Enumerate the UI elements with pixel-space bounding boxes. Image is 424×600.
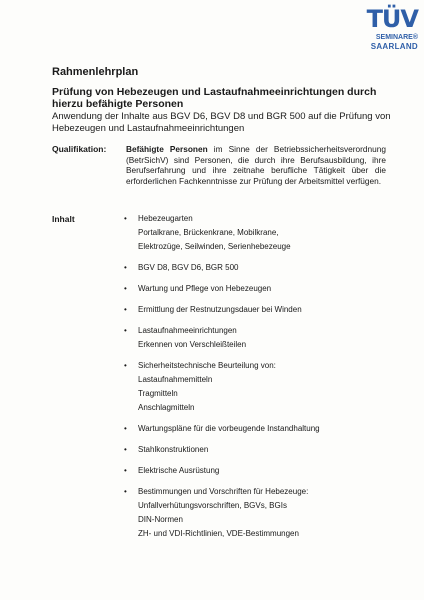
bullet-icon: •	[124, 214, 127, 223]
list-item-title: Wartungspläne für die vorbeugende Instandhaltung	[138, 424, 320, 433]
qualification-bold: Befähigte Personen	[126, 144, 208, 154]
course-subtext: Anwendung der Inhalte aus BGV D6, BGV D8 und BGR 500 auf die Prüfung von Hebezeugen und Lastaufnahmeeinrichtungen	[52, 111, 391, 134]
list-item-title: Wartung und Pflege von Hebezeugen	[138, 284, 272, 293]
bullet-icon: •	[124, 305, 127, 314]
list-item	[124, 261, 394, 275]
list-item-title: Bestimmungen und Vorschriften für Hebezeuge:	[138, 487, 309, 496]
list-item	[124, 212, 394, 254]
list-item-detail: DIN-Normen	[138, 515, 183, 524]
course-heading: Prüfung von Hebezeugen und Lastaufnahmeeinrichtungen durch hierzu befähigte Personen	[52, 86, 377, 110]
list-item-detail: Unfallverhütungsvorschriften, BGVs, BGIs	[138, 501, 287, 510]
list-item-title: Lastaufnahmeeinrichtungen	[138, 326, 237, 335]
qualification-body: im Sinne der Betriebssicherheitsverordnung (BetrSichV) sind Personen, die durch ihre Berufsausbildung, ihre Berufserfahrung und ihre zeitnahe berufliche Tätigkeit über die erforderlichen Fachkenntnisse zur Prüfung der Arbeitsmittel verfügen.	[126, 144, 386, 186]
list-item	[124, 422, 394, 436]
list-item-detail: Erkennen von Verschleißteilen	[138, 340, 247, 349]
list-item	[124, 464, 394, 478]
bullet-icon: •	[124, 326, 127, 335]
list-item-title: BGV D8, BGV D6, BGR 500	[138, 263, 239, 272]
inhalt-list	[124, 212, 394, 548]
logo-mark: TÜV	[366, 5, 418, 33]
list-item-title: Hebezeugarten	[138, 214, 193, 223]
list-item	[124, 324, 394, 352]
list-item-title: Sicherheitstechnische Beurteilung von:	[138, 361, 276, 370]
bullet-icon: •	[124, 466, 127, 475]
qualification-label: Qualifikation:	[52, 144, 107, 154]
list-item-title: Ermittlung der Restnutzungsdauer bei Winden	[138, 305, 302, 314]
list-item-detail: Lastaufnahmemitteln	[138, 375, 213, 384]
bullet-icon: •	[124, 263, 127, 272]
logo-line2: SAARLAND	[370, 42, 418, 51]
bullet-icon: •	[124, 361, 127, 370]
bullet-icon: •	[124, 424, 127, 433]
list-item-detail: ZH- und VDI-Richtlinien, VDE-Bestimmungen	[138, 529, 299, 538]
list-item	[124, 443, 394, 457]
list-item-title: Elektrische Ausrüstung	[138, 466, 220, 475]
list-item-detail: Anschlagmitteln	[138, 403, 195, 412]
list-item	[124, 303, 394, 317]
list-item-title: Stahlkonstruktionen	[138, 445, 209, 454]
inhalt-label: Inhalt	[52, 214, 75, 224]
document-title: Rahmenlehrplan	[52, 66, 139, 78]
bullet-icon: •	[124, 487, 127, 496]
bullet-icon: •	[124, 284, 127, 293]
list-item	[124, 282, 394, 296]
logo-line1: SEMINARE®	[375, 34, 418, 41]
list-item-detail: Portalkrane, Brückenkrane, Mobilkrane,	[138, 228, 279, 237]
tuv-logo	[366, 5, 418, 52]
qualification-text	[126, 144, 386, 186]
list-item-detail: Tragmitteln	[138, 389, 178, 398]
list-item	[124, 359, 394, 415]
list-item	[124, 485, 394, 541]
list-item-detail: Elektrozüge, Seilwinden, Serienhebezeuge	[138, 242, 291, 251]
bullet-icon: •	[124, 445, 127, 454]
